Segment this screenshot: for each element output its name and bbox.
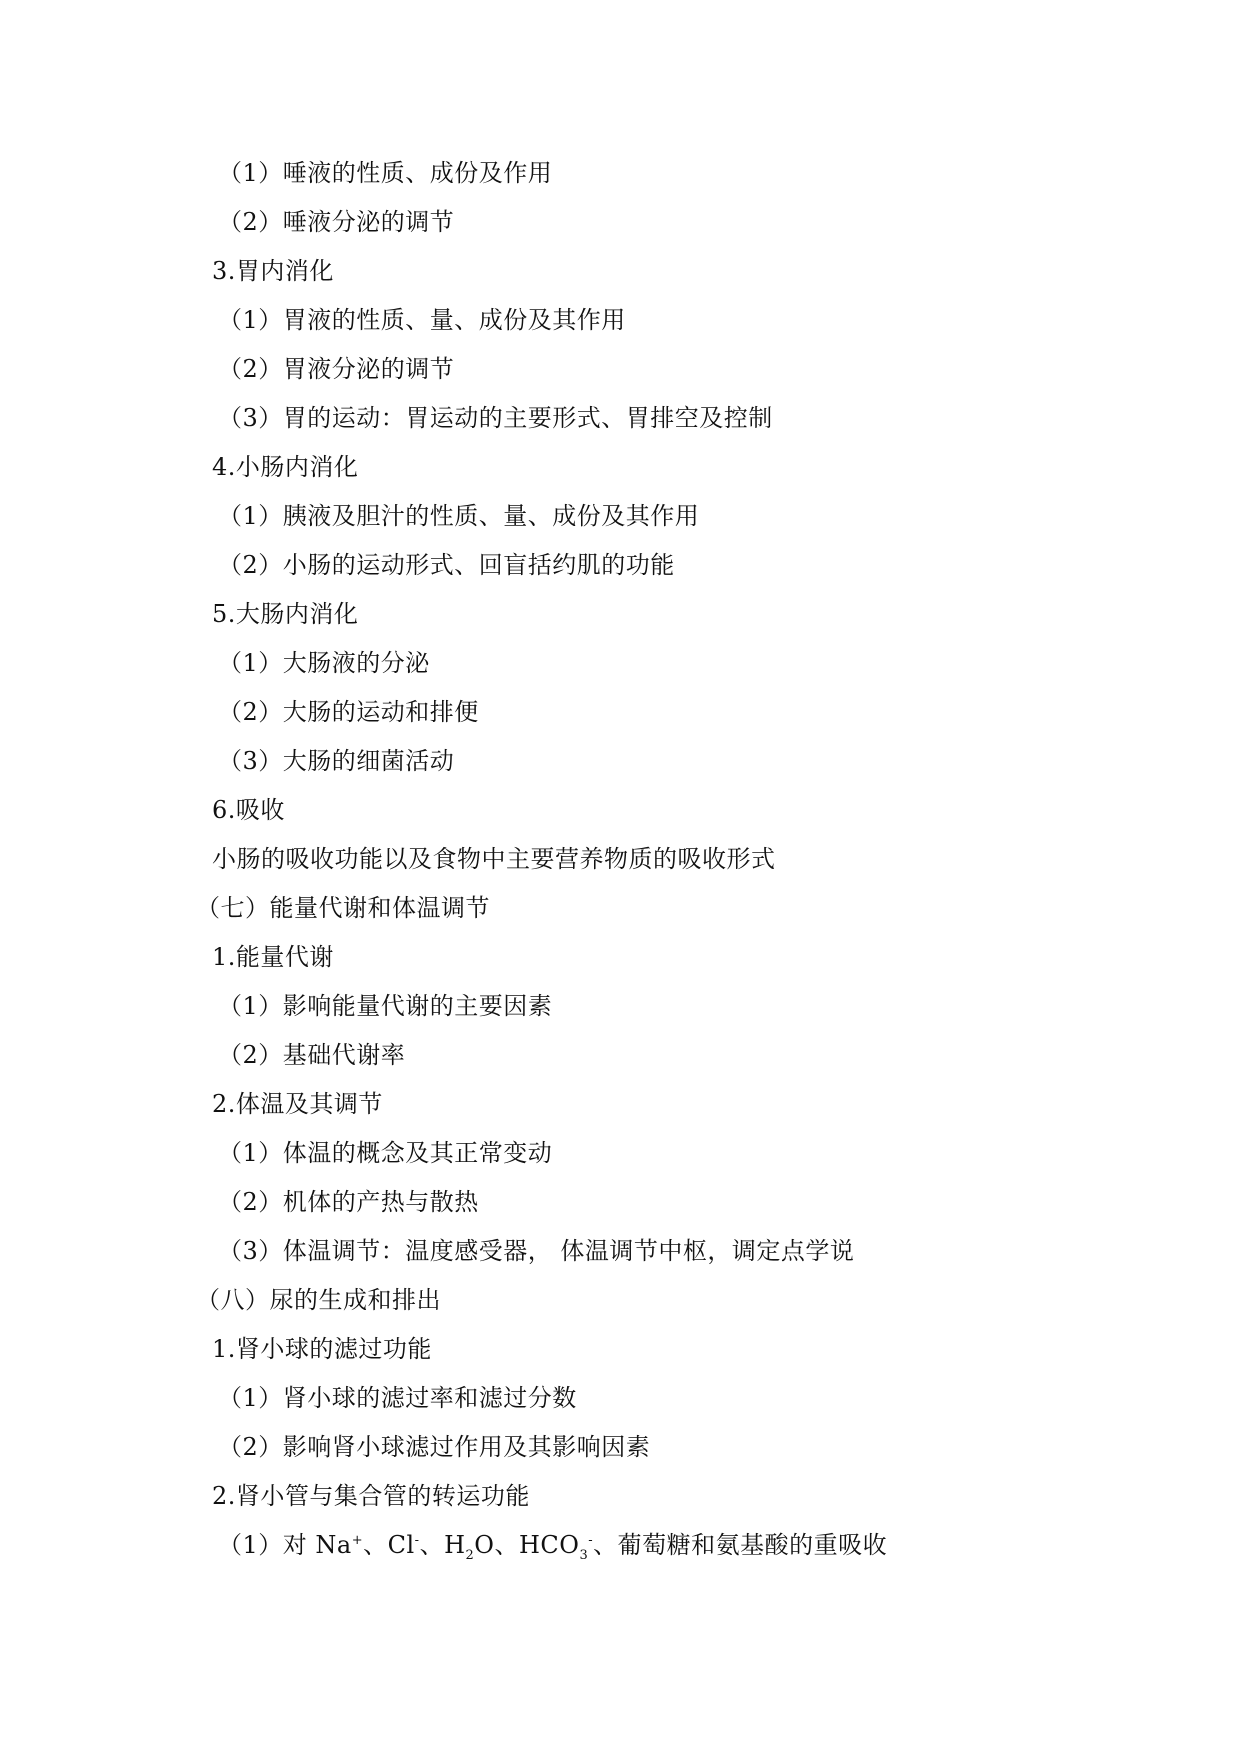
outline-item: （2）胃液分泌的调节 xyxy=(218,355,455,383)
bicarbonate-subscript: 3 xyxy=(579,1547,589,1563)
outline-item: （1）体温的概念及其正常变动 xyxy=(218,1139,553,1167)
outline-item: （3）胃的运动：胃运动的主要形式、胃排空及控制 xyxy=(218,404,773,432)
section-heading: 3.胃内消化 xyxy=(212,257,334,285)
outline-item: （2）小肠的运动形式、回盲括约肌的功能 xyxy=(218,551,675,579)
section-heading: 1.能量代谢 xyxy=(212,943,334,971)
formula-text: O、HCO xyxy=(474,1531,580,1559)
outline-item: （1）胰液及胆汁的性质、量、成份及其作用 xyxy=(218,502,700,530)
outline-item: （2）影响肾小球滤过作用及其影响因素 xyxy=(218,1433,651,1461)
formula-text: 、H xyxy=(419,1531,466,1559)
outline-item: （1）肾小球的滤过率和滤过分数 xyxy=(218,1384,577,1412)
outline-item: （3）体温调节：温度感受器， 体温调节中枢，调定点学说 xyxy=(218,1237,855,1265)
sodium-charge: + xyxy=(351,1533,364,1548)
outline-item: （1）影响能量代谢的主要因素 xyxy=(218,992,553,1020)
formula-text: 、Cl xyxy=(363,1531,415,1559)
chloride-charge: - xyxy=(414,1533,420,1548)
outline-item: （3）大肠的细菌活动 xyxy=(218,747,455,775)
outline-item: （1）胃液的性质、量、成份及其作用 xyxy=(218,306,626,334)
section-heading: 2.体温及其调节 xyxy=(212,1090,383,1118)
section-heading: 1.肾小球的滤过功能 xyxy=(212,1335,432,1363)
bicarbonate-charge: - xyxy=(588,1533,594,1548)
outline-item: （2）基础代谢率 xyxy=(218,1041,406,1069)
section-heading: 4.小肠内消化 xyxy=(212,453,359,481)
section-heading: 6.吸收 xyxy=(212,796,285,824)
chapter-heading: （八）尿的生成和排出 xyxy=(196,1286,441,1314)
section-heading: 2.肾小管与集合管的转运功能 xyxy=(212,1482,530,1510)
water-subscript: 2 xyxy=(465,1547,475,1563)
section-heading: 5.大肠内消化 xyxy=(212,600,359,628)
outline-item: （2）唾液分泌的调节 xyxy=(218,208,455,236)
outline-item: （2）大肠的运动和排便 xyxy=(218,698,479,726)
chapter-heading: （七）能量代谢和体温调节 xyxy=(196,894,490,922)
formula-suffix: 、葡萄糖和氨基酸的重吸收 xyxy=(593,1531,888,1559)
outline-item-chemistry xyxy=(218,1530,888,1563)
body-text: 小肠的吸收功能以及食物中主要营养物质的吸收形式 xyxy=(212,845,776,873)
outline-item: （1）大肠液的分泌 xyxy=(218,649,430,677)
formula-prefix: （1）对 Na xyxy=(218,1531,352,1559)
outline-item: （2）机体的产热与散热 xyxy=(218,1188,479,1216)
outline-item: （1）唾液的性质、成份及作用 xyxy=(218,159,553,187)
